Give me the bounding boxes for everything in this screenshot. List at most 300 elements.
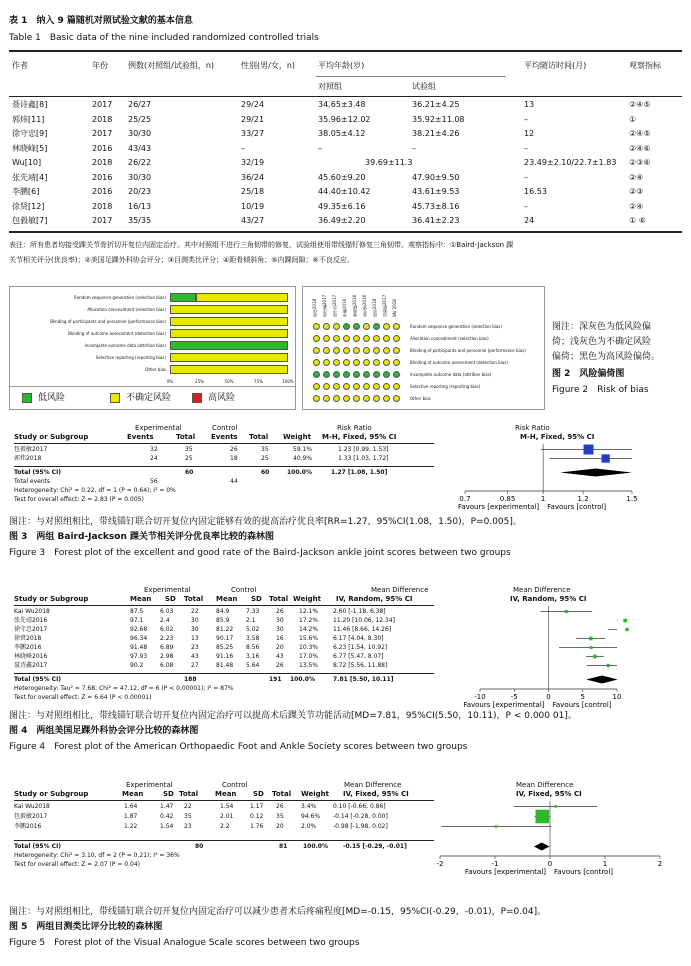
forest-total-cell: 100.0% — [287, 469, 312, 476]
forest-cell: 30 — [191, 626, 199, 633]
forest-header: Control — [212, 424, 238, 432]
figure2-title-cn: 图 2 风险偏倚图 — [552, 369, 625, 379]
risk-grid-label: Allocation concealment (selection bias) — [410, 336, 489, 341]
risk-grid-study: 郭炜2018 — [312, 298, 317, 317]
forest-axis-tick-label: 1 — [540, 495, 546, 503]
forest-cell: 30 — [276, 617, 284, 624]
table1-cell: – — [524, 201, 528, 211]
forest-cell: 2.1 — [246, 617, 256, 624]
forest-pooled-diamond — [534, 843, 549, 851]
forest-cell: 郭炜2018 — [14, 455, 42, 462]
forest-axis-tick-label: 0 — [547, 860, 553, 868]
forest-axis-tick-label: 0.7 — [459, 495, 471, 503]
forest-cell: 0.42 — [160, 813, 174, 820]
table1-cell: ②④⑥ — [629, 143, 651, 153]
forest-cell: 1.54 — [220, 803, 234, 810]
forest-header: Control — [222, 781, 248, 789]
table1-cell: 36.41±2.23 — [412, 216, 460, 225]
forest-heterogeneity: Heterogeneity: Tau² = 7.68; Chi² = 47.12, df = 6 (P < 0.00001); I² = 87% — [14, 685, 234, 692]
forest-axis-tick-label: 1.2 — [577, 495, 589, 503]
forest-events-exp: 56 — [150, 478, 158, 485]
table1-cell: 43/43 — [128, 143, 152, 153]
risk-grid-study: 李鹏2016 — [342, 298, 347, 317]
risk-grid-study: Wu 2018 — [392, 299, 397, 317]
forest-axis-tick-label: -5 — [510, 693, 518, 701]
forest-subheader: Weight — [293, 595, 321, 603]
table1-cell: 20/23 — [128, 187, 152, 196]
forest-total-cell: 81 — [279, 843, 288, 850]
forest-subheader: IV, Random, 95% CI — [336, 595, 413, 603]
forest-axis-tick-label: 5 — [580, 693, 585, 701]
risk-bar-tick: 50% — [224, 379, 234, 384]
forest-cell: 7.33 — [246, 608, 260, 615]
table1-cell: 25/18 — [241, 187, 265, 196]
forest-cell: 11.20 [10.06, 12.34] — [333, 617, 395, 624]
forest-cell: 27 — [191, 662, 199, 669]
forest-cell: 16 — [276, 635, 284, 642]
table1-cell: 29/24 — [241, 100, 265, 109]
forest-favours-left: Favours [experimental] — [463, 701, 545, 709]
legend-unclear-label: 不确定风险 — [126, 393, 172, 403]
forest-cell: 25 — [185, 455, 193, 462]
forest-cell: 2.4 — [160, 617, 170, 624]
forest-overall: Test for overall effect: Z = 2.83 (P = 0.005) — [14, 496, 144, 503]
forest-note: 图注：与对照组相比，带线锚钉联合切开复位内固定治疗可以减少患者术后疼痛程度[MD=-0.15，95%CI(-0.29，-0.01)，P=0.04]。 — [9, 907, 547, 917]
forest-subheader: Total — [179, 790, 199, 798]
forest-cell: -0.98 [-1.98, 0.02] — [333, 823, 388, 830]
forest-cell: 1.33 [1.03, 1.72] — [338, 455, 389, 462]
forest-study-square — [535, 810, 549, 824]
forest-axis-tick-label: -1 — [491, 860, 499, 868]
table1-cell: 35/35 — [128, 216, 152, 225]
table1-cell: 16.53 — [524, 187, 547, 196]
forest-cell: 5.64 — [246, 662, 260, 669]
forest-subheader: Total — [184, 595, 204, 603]
forest-cell: Kai Wu2018 — [14, 803, 50, 810]
table1-cell: 2016 — [92, 172, 113, 182]
forest-subheader: Total — [249, 433, 269, 441]
risk-grid-study: 徐贤2018 — [372, 298, 377, 317]
figure2-caption-2: 倚；浅灰色为不确定风险 — [552, 337, 652, 347]
risk-bar-label: Blinding of outcome assessment (detection bias) — [68, 331, 166, 336]
forest-cell: 李鹏2016 — [14, 823, 42, 830]
table1-cell: 2017 — [92, 216, 113, 225]
forest-total-label: Total (95% CI) — [14, 469, 62, 476]
table1-title-en: Table 1 Basic data of the nine included randomized controlled trials — [9, 33, 319, 43]
table1-header-author: 作者 — [12, 61, 28, 70]
forest-header: Mean Difference — [513, 586, 571, 594]
forest-subheader: Mean — [130, 595, 152, 603]
risk-grid-study: 张先靖2016 — [362, 294, 367, 317]
forest-cell: 22 — [184, 803, 192, 810]
table1-cell: 30/30 — [128, 129, 152, 138]
forest-cell: 94.6% — [301, 813, 321, 820]
table1-note-1: 表注：所有患者均接受踝关节骨折切开复位内固定治疗。其中对照组不进行三角韧带的修复，试验组使用带线锚钉修复三角韧带。观察指标中：①Baird-Jackson 踝 — [9, 241, 514, 249]
forest-cell: 15.6% — [299, 635, 319, 642]
forest-total-cell: 7.81 [5.50, 10.11] — [333, 676, 394, 683]
risk-bar-tick: 25% — [195, 379, 204, 384]
forest-total-cell: 80 — [195, 843, 204, 850]
risk-grid-label: Incomplete outcome data (attrition bias) — [410, 372, 492, 377]
forest-total-cell: 100.0% — [290, 676, 315, 683]
table1-cell: 26/27 — [128, 100, 152, 109]
table1-cell: 32/19 — [241, 158, 265, 167]
forest-cell: 30 — [191, 617, 199, 624]
forest-cell: 30 — [276, 626, 284, 633]
table1-cell: ②④⑤ — [629, 129, 651, 138]
table1-cell: 29/21 — [241, 114, 265, 124]
forest-cell: 11.46 [8.66, 14.26] — [333, 626, 392, 633]
forest-total-cell: 1.27 [1.08, 1.50] — [331, 469, 388, 476]
forest-cell: 6.89 — [160, 644, 174, 651]
forest-cell: 6.03 — [160, 608, 174, 615]
forest-title-en: Figure 3 Forest plot of the excellent and good rate of the Baird-Jackson ankle joint scores between two groups — [9, 548, 511, 558]
risk-bar-label: Other bias — [145, 367, 166, 372]
forest-cell: 59.1% — [293, 446, 313, 453]
table1-cell: 16/13 — [128, 201, 152, 211]
table1-cell: 2017 — [92, 129, 113, 138]
table1-cell: 38.05±4.12 — [318, 129, 366, 138]
forest-cell: 1.87 — [124, 813, 138, 820]
forest-subheader: Events — [127, 433, 154, 441]
forest-axis-tick-label: 1.5 — [626, 495, 638, 503]
forest-cell: 2.60 [-1.18, 6.38] — [333, 608, 386, 615]
table1-cell: 35.92±11.08 — [412, 114, 465, 124]
forest-cell: 40.9% — [293, 455, 313, 462]
forest-cell: 1.23 [0.99, 1.53] — [338, 446, 389, 453]
forest-cell: 81.48 — [216, 662, 234, 669]
forest-cell: 85.25 — [216, 644, 234, 651]
forest-axis-tick-label: -2 — [436, 860, 444, 868]
forest-cell: 20 — [276, 823, 284, 830]
table1-cell: 2018 — [92, 158, 113, 167]
forest-cell: 2.0% — [301, 823, 317, 830]
table1-cell: ① ⑥ — [629, 216, 646, 225]
table1-cell: 36.49±2.20 — [318, 216, 366, 225]
table1-cell: 徐守忠[9] — [12, 129, 48, 138]
forest-total-cell: 60 — [261, 469, 270, 476]
forest-total-cell: 60 — [185, 469, 194, 476]
forest-header: Experimental — [144, 586, 191, 594]
forest-cell: 32 — [150, 446, 158, 453]
table1-header-index: 观察指标 — [629, 61, 661, 70]
forest-header: Risk Ratio — [337, 424, 372, 432]
forest-cell: 43 — [191, 653, 199, 660]
forest-cell: 22 — [191, 608, 199, 615]
forest-cell: Kai Wu2018 — [14, 608, 50, 615]
table1-cell: 30/30 — [128, 172, 152, 182]
table1-header-sex: 性别(男/女，n) — [241, 61, 296, 70]
figure2-title-en: Figure 2 Risk of bias — [552, 385, 649, 395]
forest-favours-right: Favours [control] — [547, 503, 607, 511]
forest-study-square — [495, 825, 498, 828]
forest-subheader: Weight — [301, 790, 329, 798]
forest-cell: 包毅敏2017 — [14, 813, 48, 820]
table1-cell: 45.60±9.20 — [318, 172, 366, 182]
table1-cell: ②④ — [629, 172, 644, 182]
forest-cell: 张先靖2016 — [14, 617, 48, 624]
table1-cell: 10/19 — [241, 201, 265, 211]
forest-cell: 18 — [230, 455, 238, 462]
forest-cell: 35 — [184, 813, 192, 820]
forest-cell: 26 — [230, 446, 238, 453]
table1-cell: 26/22 — [128, 158, 152, 167]
forest-subheader: SD — [163, 790, 174, 798]
forest-cell: 85.9 — [216, 617, 230, 624]
forest-cell: 1.17 — [250, 803, 264, 810]
forest-cell: 3.4% — [301, 803, 317, 810]
forest-cell: 5.02 — [246, 626, 260, 633]
forest-subheader: Study or Subgroup — [14, 433, 89, 441]
forest-cell: 84.9 — [216, 608, 230, 615]
forest-subheader: IV, Fixed, 95% CI — [516, 790, 582, 798]
risk-bar-tick: 0% — [166, 379, 174, 384]
forest-subheader: M-H, Fixed, 95% CI — [520, 433, 595, 441]
forest-subheader: Mean — [215, 790, 237, 798]
forest-cell: 90.2 — [130, 662, 144, 669]
forest-axis-tick-label: 10 — [612, 693, 622, 701]
forest-cell: 6.08 — [160, 662, 174, 669]
table1-cell: 郭炜[11] — [12, 114, 45, 124]
forest-total-rule — [14, 840, 434, 841]
table1-cell: 25/25 — [128, 114, 152, 124]
forest-cell: 林晓峰2016 — [14, 653, 48, 660]
table1-cell: 林晓峰[5] — [12, 143, 48, 153]
legend-high-label: 高风险 — [208, 393, 236, 403]
table1-cell: 聂诗鑫[8] — [12, 100, 48, 109]
forest-title-cn: 图 5 两组目测类比评分比较的森林图 — [9, 922, 163, 932]
forest-cell: 35 — [185, 446, 193, 453]
forest-cell: 23 — [184, 823, 192, 830]
forest-cell: 2.01 — [220, 813, 234, 820]
risk-bar-label: Selective reporting (reporting bias) — [95, 355, 166, 360]
forest-cell: 2.98 — [160, 653, 174, 660]
forest-cell: 91.16 — [216, 653, 234, 660]
forest-subheader: Total — [272, 790, 292, 798]
table1-cell: – — [524, 172, 528, 182]
forest-total-cell: 191 — [269, 676, 282, 683]
forest-cell: 聂诗鑫2017 — [14, 662, 48, 669]
forest-cell: 0.10 [-0.66, 0.86] — [333, 803, 386, 810]
forest-cell: 1.47 — [160, 803, 174, 810]
figure2-caption-1: 图注：深灰色为低风险偏 — [552, 322, 652, 332]
forest-total-cell: 100.0% — [303, 843, 328, 850]
forest-axis-tick-label: 0 — [546, 693, 551, 701]
forest-events-ctl: 44 — [230, 478, 238, 485]
forest-cell: 6.77 [5.47, 8.07] — [333, 653, 384, 660]
risk-grid-label: Selective reporting (reporting bias) — [410, 384, 481, 389]
risk-grid-study: 林晓峰2016 — [352, 294, 357, 317]
forest-subheader: Total — [269, 595, 289, 603]
risk-bar-label: Incomplete outcome data (attrition bias) — [84, 343, 166, 348]
forest-subheader: Study or Subgroup — [14, 790, 89, 798]
table1-cell: 李鹏[6] — [12, 187, 40, 196]
forest-cell: 87.5 — [130, 608, 144, 615]
forest-title-cn: 图 3 两组 Baird-Jackson 踝关节相关评分优良率比较的森林图 — [9, 532, 274, 542]
forest-header: Experimental — [126, 781, 173, 789]
table1-cell: ②④⑤ — [629, 100, 651, 109]
forest-favours-right: Favours [control] — [554, 868, 614, 876]
forest-cell: 12.1% — [299, 608, 319, 615]
forest-cell: 23 — [191, 644, 199, 651]
forest-cell: 91.48 — [130, 644, 148, 651]
risk-grid-label: Blinding of outcome assessment (detection bias) — [410, 360, 508, 365]
table1-cell: ②④ — [629, 201, 644, 211]
forest-cell: 97.93 — [130, 653, 148, 660]
forest-cell: 徐贤2018 — [14, 635, 42, 642]
forest-cell: 3.58 — [246, 635, 260, 642]
forest-subheader: Mean — [216, 595, 238, 603]
forest-note: 图注：与对照组相比，带线锚钉联合切开复位内固定能够有效的提高治疗优良率[RR=1.27，95%CI(1.08，1.50)，P=0.005]。 — [9, 517, 522, 527]
forest-cell: 李鹏2016 — [14, 644, 42, 651]
table1-cell: 45.73±8.16 — [412, 201, 460, 211]
table1-header-cases: 例数(对照组/试验组，n) — [128, 61, 215, 70]
risk-grid-study: 徐守忠2017 — [332, 294, 337, 317]
forest-header: Mean Difference — [344, 781, 402, 789]
table1-cell: 2018 — [92, 114, 113, 124]
forest-cell: 26 — [276, 803, 284, 810]
risk-bar-label: Allocation concealment (selection bias) — [87, 307, 166, 312]
forest-subheader: Events — [211, 433, 238, 441]
forest-cell: 2.2 — [220, 823, 230, 830]
forest-subheader: SD — [253, 790, 264, 798]
risk-grid-label: Random sequence generation (selection bias) — [410, 324, 502, 329]
forest-cell: 1.54 — [160, 823, 174, 830]
table1-cell: ②③ — [629, 187, 644, 196]
forest-cell: 6.23 [1.54, 10.92] — [333, 644, 388, 651]
forest-cell: 14.2% — [299, 626, 319, 633]
table1-header-age: 平均年龄(岁) — [318, 61, 365, 70]
forest-cell: 35 — [261, 446, 269, 453]
forest-cell: 徐守忠2017 — [14, 626, 48, 633]
forest-cell: 1.64 — [124, 803, 138, 810]
table1-cell: 43/27 — [241, 216, 265, 225]
forest-total-label: Total (95% CI) — [14, 676, 62, 683]
table1-cell: – — [241, 143, 245, 153]
forest-title-cn: 图 4 两组美国足踝外科协会评分比较的森林图 — [9, 726, 199, 736]
forest-favours-left: Favours [experimental] — [464, 868, 546, 876]
forest-overall: Test for overall effect: Z = 2.07 (P = 0.04) — [14, 861, 140, 868]
forest-cell: 20 — [276, 644, 284, 651]
forest-subheader: SD — [165, 595, 176, 603]
table1-sub-control: 对照组 — [318, 82, 342, 91]
forest-total-label: Total (95% CI) — [14, 843, 62, 850]
forest-header: Experimental — [135, 424, 182, 432]
table1-cell: 47.90±9.50 — [412, 172, 460, 182]
forest-subheader: IV, Random, 95% CI — [510, 595, 587, 603]
forest-axis-tick-label: 2 — [657, 860, 663, 868]
forest-subheader: Weight — [283, 433, 311, 441]
table1-cell: 23.49±2.10/22.7±1.83 — [524, 158, 617, 167]
table1-cell: Wu[10] — [12, 158, 42, 167]
forest-favours-right: Favours [control] — [552, 701, 612, 709]
table1-cell: 张先靖[4] — [12, 172, 48, 182]
forest-events-label: Total events — [14, 478, 51, 485]
table1-cell: 33/27 — [241, 129, 265, 138]
table1-cell: 2017 — [92, 100, 113, 109]
table1-title-cn: 表 1 纳入 9 篇随机对照试验文献的基本信息 — [9, 16, 193, 26]
legend-low-label: 低风险 — [38, 393, 66, 403]
forest-axis-tick-label: 0.85 — [499, 495, 516, 503]
table1-note-2: 关节相关评分(优良率)；②美国足踝外科协会评分；③目测类比评分；④距骨倾斜角；⑤内踝间隙；⑥不良反应。 — [9, 256, 354, 264]
forest-cell: 10.3% — [299, 644, 319, 651]
risk-bar-label: Random sequence generation (selection bias) — [74, 295, 166, 300]
forest-cell: 17.0% — [299, 653, 319, 660]
table1-cell: 49.35±6.16 — [318, 201, 366, 211]
forest-cell: 17.2% — [299, 617, 319, 624]
forest-cell: 25 — [261, 455, 269, 462]
forest-header: Mean Difference — [371, 586, 429, 594]
forest-cell: 24 — [150, 455, 158, 462]
forest-cell: 81.22 — [216, 626, 234, 633]
table1-cell: 43.61±9.53 — [412, 187, 460, 196]
table1-cell: ②③⑥ — [629, 158, 651, 167]
risk-grid-study: 聂诗鑫2017 — [322, 294, 327, 317]
forest-cell: 0.12 — [250, 813, 264, 820]
table1-header-year: 年份 — [92, 61, 108, 70]
table1-cell: 2018 — [92, 201, 113, 211]
forest-subheader: Total — [176, 433, 196, 441]
table1-cell: 2016 — [92, 143, 113, 153]
table1-cell: – — [318, 143, 322, 153]
forest-header: Control — [231, 586, 257, 594]
table1-cell: 34.65±3.48 — [318, 100, 366, 109]
risk-bar-label: Blinding of participants and personnel (performance bias) — [50, 319, 166, 324]
forest-cell: 13.5% — [299, 662, 319, 669]
forest-header: Mean Difference — [516, 781, 574, 789]
forest-header: Risk Ratio — [515, 424, 550, 432]
figure2-caption-3: 偏倚；黑色为高风险偏倚。 — [552, 352, 661, 362]
table1-cell: 38.21±4.26 — [412, 129, 460, 138]
table1-cell: – — [524, 143, 528, 153]
forest-cell: 8.56 — [246, 644, 260, 651]
forest-cell: 35 — [276, 813, 284, 820]
forest-axis-tick-label: -10 — [474, 693, 486, 701]
forest-heterogeneity: Heterogeneity: Chi² = 3.10, df = 2 (P = 0.21); I² = 36% — [14, 852, 180, 859]
forest-title-en: Figure 4 Forest plot of the American Orthopaedic Foot and Ankle Society scores between two groups — [9, 742, 468, 752]
forest-cell: 13 — [191, 635, 199, 642]
forest-cell: 8.72 [5.56, 11.88] — [333, 662, 388, 669]
table1-cell: ① — [629, 114, 637, 124]
forest-cell: 26 — [276, 662, 284, 669]
table1-cell: 36/24 — [241, 172, 265, 182]
forest-note: 图注：与对照组相比，带线锚钉联合切开复位内固定治疗可以提高术后踝关节功能活动[MD=7.81，95%CI(5.50，10.11)，P < 0.000 01]。 — [9, 711, 577, 721]
forest-cell: 96.34 — [130, 635, 148, 642]
forest-cell: 26 — [276, 608, 284, 615]
risk-grid-label: Other bias — [410, 396, 431, 401]
table1-cell: 12 — [524, 129, 535, 138]
forest-overall: Test for overall effect: Z = 6.64 (P < 0.00001) — [14, 694, 152, 701]
forest-subheader: SD — [251, 595, 262, 603]
forest-cell: 1.76 — [250, 823, 264, 830]
risk-grid-label: Blinding of participants and personnel (performance bias) — [410, 348, 526, 353]
forest-heterogeneity: Heterogeneity: Chi² = 0.22, df = 1 (P = 0.64); I² = 0% — [14, 487, 176, 494]
table1-cell: – — [412, 143, 416, 153]
forest-axis-tick-label: 1 — [602, 860, 608, 868]
forest-cell: 97.1 — [130, 617, 144, 624]
forest-favours-left: Favours [experimental] — [457, 503, 540, 511]
forest-cell: 6.17 [4.04, 8.30] — [333, 635, 384, 642]
forest-study-square — [554, 805, 557, 808]
forest-title-en: Figure 5 Forest plot of the Visual Analogue Scale scores between two groups — [9, 938, 360, 948]
forest-cell: 92.68 — [130, 626, 148, 633]
forest-cell: 90.17 — [216, 635, 234, 642]
table1-sub-exp: 试验组 — [412, 82, 436, 91]
risk-grid-study: 包毅敏2017 — [382, 294, 387, 317]
forest-cell: 6.02 — [160, 626, 174, 633]
forest-subheader: IV, Fixed, 95% CI — [343, 790, 409, 798]
forest-cell: 1.22 — [124, 823, 138, 830]
